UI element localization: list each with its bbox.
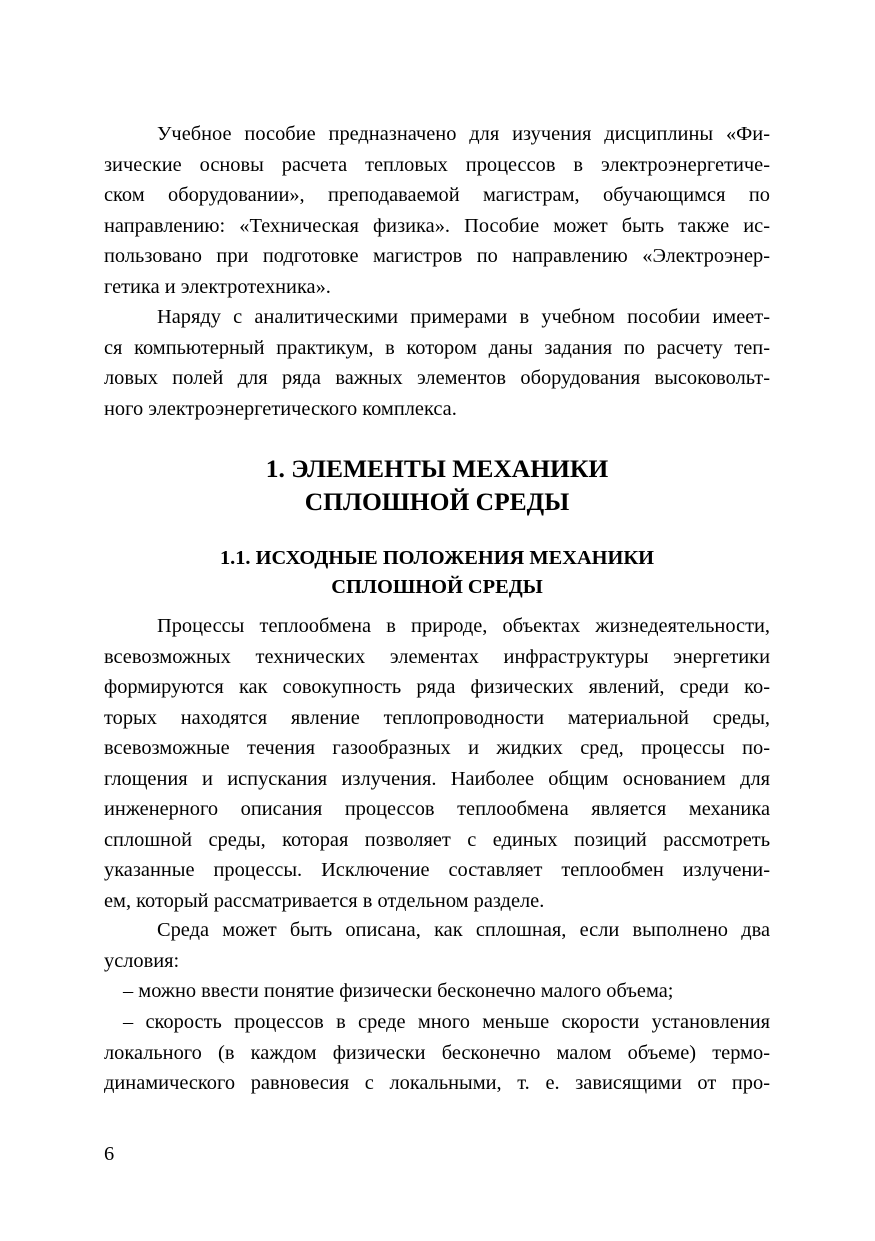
text-line: ловых полей для ряда важных элементов оборудования высоковольт-: [104, 367, 770, 389]
section-title-line-1: 1.1. ИСХОДНЫЕ ПОЛОЖЕНИЯ МЕХАНИКИ: [219, 547, 655, 569]
chapter-title: [104, 452, 770, 518]
text-line: зические основы расчета тепловых процессов в электроэнергетиче-: [104, 153, 770, 176]
text-line: гетика и электротехника».: [104, 275, 331, 298]
body-paragraph-2: [104, 915, 770, 976]
text-line: ного электроэнергетического комплекса.: [104, 397, 457, 420]
text-line: формируются как совокупность ряда физических явлений, среди ко-: [104, 676, 770, 698]
text-line: – можно ввести понятие физически бесконечно малого объема;: [123, 980, 674, 1002]
text-line: Процессы теплообмена в природе, объектах жизнедеятельности,: [157, 615, 770, 637]
text-line: инженерного описания процессов теплообмена является механика: [104, 798, 770, 820]
text-line: локального (в каждом физически бесконечно малом объеме) термо-: [104, 1041, 770, 1064]
text-line: направлению: «Техническая физика». Пособие может быть также ис-: [104, 214, 770, 237]
text-line: глощения и испускания излучения. Наиболее общим основанием для: [104, 767, 770, 790]
body-paragraph-1: [104, 611, 770, 916]
chapter-title-line-1: 1. ЭЛЕМЕНТЫ МЕХАНИКИ: [265, 454, 609, 483]
text-line: торых находятся явление теплопроводности материальной среды,: [104, 706, 770, 729]
text-line: всевозможные течения газообразных и жидких сред, процессы по-: [104, 737, 770, 759]
intro-paragraph-1: [104, 119, 770, 302]
text-line: динамического равновесия с локальными, т. е. зависящими от про-: [104, 1072, 770, 1094]
page-number: 6: [104, 1143, 115, 1165]
text-line: – скорость процессов в среде много меньше скорости установления: [123, 1011, 770, 1033]
list-item: [104, 976, 770, 1007]
text-line: пользовано при подготовке магистров по направлению «Электроэнер-: [104, 245, 770, 267]
list-item: [104, 1007, 770, 1099]
text-line: указанные процессы. Исключение составляет теплообмен излучени-: [104, 859, 770, 881]
text-line: всевозможных технических элементах инфраструктуры энергетики: [104, 645, 770, 668]
text-line: сплошной среды, которая позволяет с единых позиций рассмотреть: [104, 828, 770, 851]
chapter-title-line-2: СПЛОШНОЙ СРЕДЫ: [304, 487, 570, 516]
text-line: Учебное пособие предназначено для изучения дисциплины «Фи-: [157, 123, 770, 145]
text-line: ем, который рассматривается в отдельном разделе.: [104, 889, 545, 912]
section-title-line-2: СПЛОШНОЙ СРЕДЫ: [331, 576, 543, 598]
section-title: [104, 544, 770, 602]
text-line: Среда может быть описана, как сплошная, если выполнено два: [157, 919, 770, 941]
text-line: условия:: [104, 949, 180, 972]
text-line: ском оборудовании», преподаваемой магистрам, обучающимся по: [104, 184, 770, 206]
text-line: Наряду с аналитическими примерами в учебном пособии имеет-: [157, 306, 770, 328]
text-line: ся компьютерный практикум, в котором даны задания по расчету теп-: [104, 336, 770, 359]
intro-paragraph-2: [104, 302, 770, 424]
